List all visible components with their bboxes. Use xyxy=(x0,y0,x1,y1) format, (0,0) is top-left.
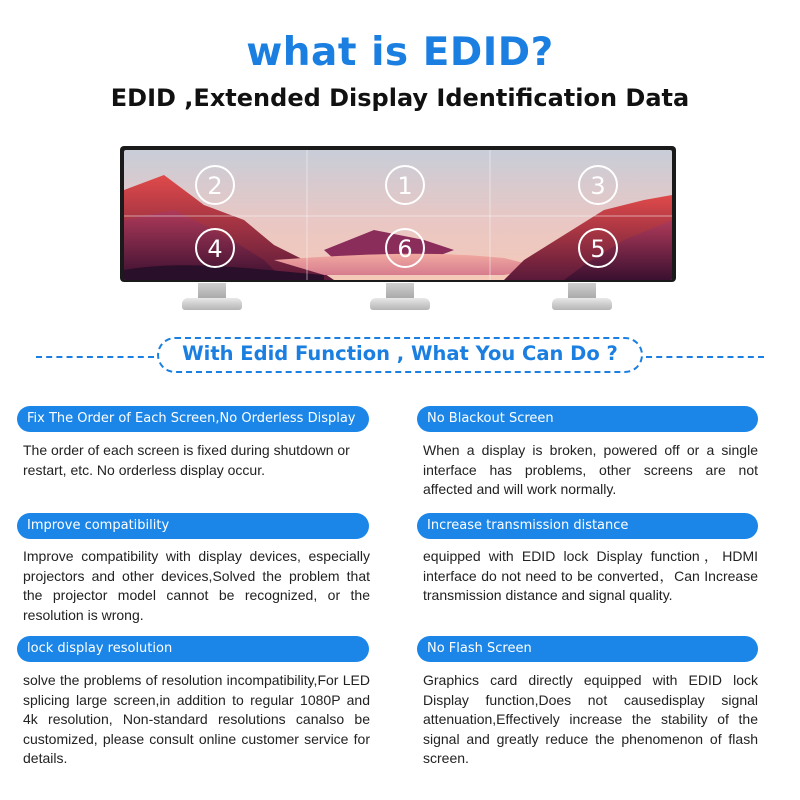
monitor-stand-right xyxy=(552,283,612,313)
section-banner xyxy=(0,337,800,377)
feature-desc-lock-resolution: solve the problems of resolution incompatibility,For LED splicing large screen,in addition to regular 1080P and 4k resolution, Non-standard resolutions canalso be customized, please consult online customer service for details. xyxy=(23,672,370,766)
feature-desc-transmission: equipped with EDID lock Display function，HDMI interface do not need to be converted，Can Increase transmission distance and signal quality. xyxy=(423,548,758,603)
feature-title-screen-order: Fix The Order of Each Screen,No Orderless Display xyxy=(17,406,369,432)
feature-title-compatibility: Improve compatibility xyxy=(17,513,369,539)
screen-number-4: 4 xyxy=(207,235,223,263)
feature-desc-no-flash: Graphics card directly equipped with EDID lock Display function,Does not causedisplay signal attenuation,Effectively increase the stability of the signal and greatly reduce the phenomenon of flash screen. xyxy=(423,672,758,766)
feature-title-no-flash: No Flash Screen xyxy=(417,636,758,662)
screen-number-2: 2 xyxy=(207,172,223,200)
feature-title-lock-resolution: lock display resolution xyxy=(17,636,369,662)
feature-desc-compatibility: Improve compatibility with display devices, especially projectors and other devices,Solved the problem that the projector model cannot be recognized, or the resolution is wrong. xyxy=(23,548,370,623)
monitor-stand-left xyxy=(182,283,242,313)
feature-title-no-blackout: No Blackout Screen xyxy=(417,406,758,432)
feature-desc-screen-order: The order of each screen is fixed during shutdown or restart, etc. No orderless display occur. xyxy=(23,442,350,478)
page-title: what is EDID? xyxy=(246,30,554,75)
screen-number-5: 5 xyxy=(590,235,606,263)
feature-desc-no-blackout: When a display is broken, powered off or a single interface has problems, other screens are not affected and will work normally. xyxy=(423,442,758,497)
monitor-array xyxy=(120,146,680,316)
monitor-bezel xyxy=(120,146,676,282)
screen-number-6: 6 xyxy=(397,235,413,263)
banner-dash-right xyxy=(646,356,764,358)
banner-dash-left xyxy=(36,356,154,358)
monitor-stand-center xyxy=(370,283,430,313)
wallpaper-image xyxy=(124,150,672,280)
page-subtitle: EDID ,Extended Display Identification Data xyxy=(110,84,690,112)
screen-number-3: 3 xyxy=(590,172,606,200)
landscape-wallpaper xyxy=(124,150,672,280)
banner-heading: With Edid Function , What You Can Do ? xyxy=(182,342,618,365)
screen-number-1: 1 xyxy=(397,172,413,200)
feature-title-transmission: Increase transmission distance xyxy=(417,513,758,539)
